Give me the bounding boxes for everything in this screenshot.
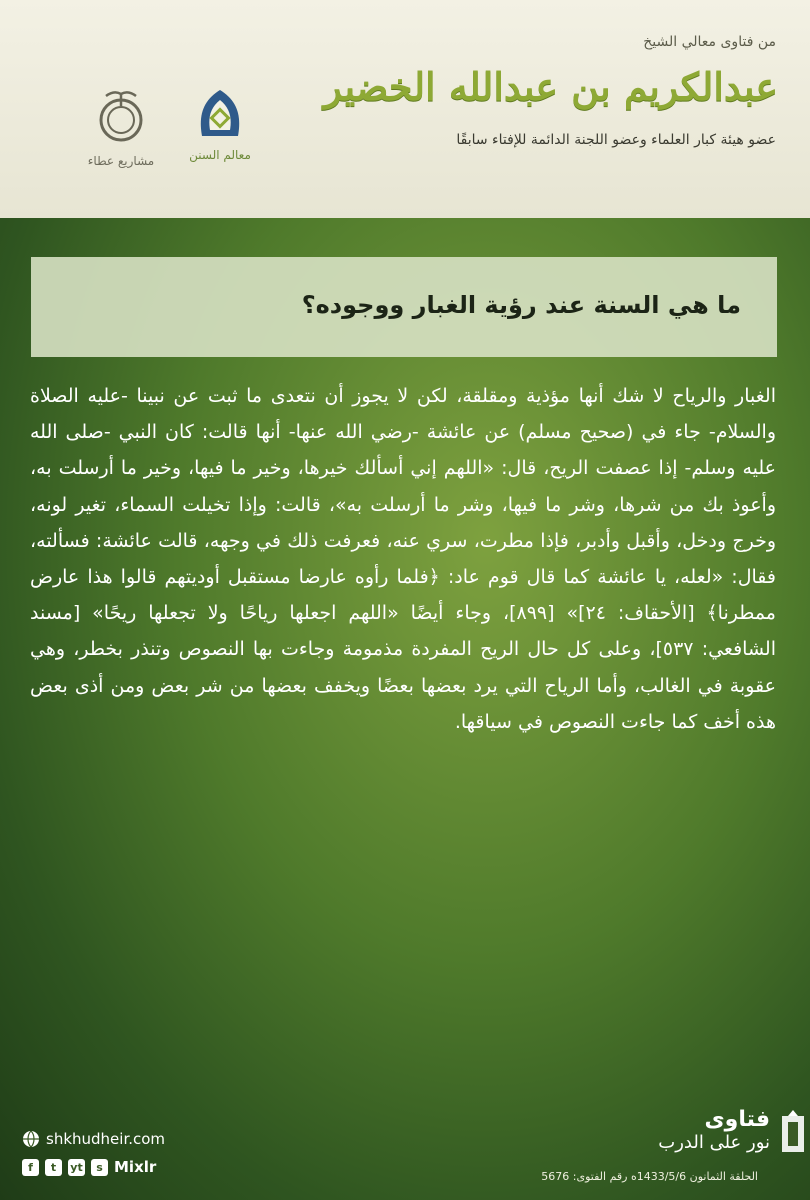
footer-contacts [22, 1130, 165, 1186]
logo-caption: معالم السنن [189, 148, 251, 162]
header [0, 0, 810, 218]
dome-emblem-icon [192, 86, 248, 142]
episode-info: الحلقة الثمانون 1433/5/6ه رقم الفتوى: 5676 [541, 1170, 758, 1183]
website-link[interactable]: shkhudheir.com [46, 1130, 166, 1148]
question-title: ما هي السنة عند رؤية الغبار ووجوده؟ [301, 291, 741, 319]
facebook-icon[interactable]: f [22, 1159, 39, 1176]
sheikh-title: عضو هيئة كبار العلماء وعضو اللجنة الدائمة للإفتاء سابقًا [456, 132, 776, 148]
logo-caption: مشاريع عطاء [87, 154, 155, 168]
noor-ala-aldarb-brand [658, 1108, 770, 1154]
youtube-icon[interactable]: yt [68, 1159, 85, 1176]
maalim-alsunan-logo [180, 86, 260, 162]
palm-seal-icon [94, 88, 148, 148]
header-intro: من فتاوى معالي الشيخ [643, 34, 776, 50]
brand-line1: فتاوى [704, 1107, 770, 1132]
masharee-ataa-logo [86, 88, 156, 168]
globe-icon [22, 1130, 40, 1148]
sheikh-name: عبدالكريم بن عبدالله الخضير [323, 64, 778, 109]
twitter-icon[interactable]: t [45, 1159, 62, 1176]
answer-text: الغبار والرياح لا شك أنها مؤذية ومقلقة، لكن لا يجوز أن نتعدى ما ثبت عن نبينا -عليه الصلاة والسلام- جاء في (صحيح مسلم) عن عائشة -رضي الله عنها- أنها قالت: كان النبي -صلى الله عليه وسلم- إذا عصفت الريح، قال: «اللهم إني أسألك خيرها، وخير ما فيها، وخير ما أرسلت به، وأعوذ بك من شرها، وشر ما فيها، وشر ما أرسلت به»، قالت: وإذا تخيلت السماء، تغير لونه، وخرج ودخل، وأقبل وأدبر، فإذا مطرت، سري عنه، فعرفت ذلك في وجهه، قالت عائشة: فسألته، فقال: «لعله، يا عائشة كما قال قوم عاد: ﴿فلما رأوه عارضا مستقبل أوديتهم قالوا هذا عارض ممطرنا﴾ [الأحقاف: ٢٤]» [٨٩٩]، وجاء أيضًا «اللهم اجعلها رياحًا ولا تجعلها ريحًا» [مسند الشافعي: ٥٣٧]، وعلى كل حال الريح المفردة مذمومة وجاءت بها النصوص وتنذر بخطر، وهي عقوبة في الغالب، وأما الرياح التي يرد بعضها بعضًا ويخفف بعضها من شر بعض ومن أذى بعض هذه أخف كما جاءت النصوص في سياقها. [30, 385, 776, 733]
question-box [31, 257, 777, 357]
soundcloud-icon[interactable]: s [91, 1159, 108, 1176]
mixlr-link[interactable]: Mixlr [114, 1158, 157, 1176]
lantern-icon [776, 1108, 810, 1156]
brand-line2: نور على الدرب [658, 1132, 770, 1153]
